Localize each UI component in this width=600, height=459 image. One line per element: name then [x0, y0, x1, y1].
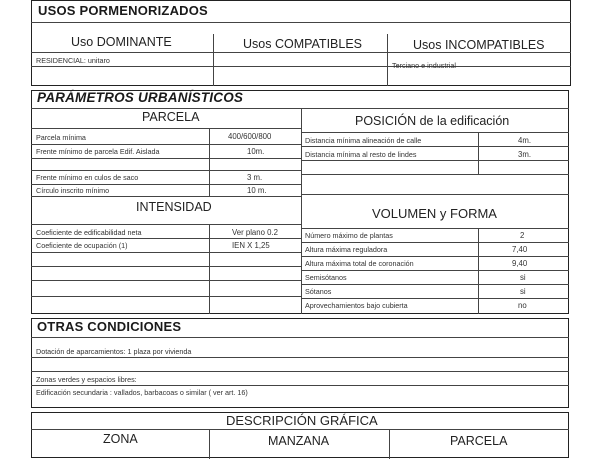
otras-row: Zonas verdes y espacios libres:	[36, 375, 137, 384]
volumen-row-value: si	[520, 287, 526, 296]
volumen-row-value: 9,40	[512, 259, 528, 268]
intensidad-row-label: Coeficiente de edificabilidad neta	[36, 228, 142, 237]
volumen-row-label: Sótanos	[305, 287, 332, 296]
otras-row: Dotación de aparcamientos: 1 plaza por vivienda	[36, 347, 192, 356]
usos-title: USOS PORMENORIZADOS	[38, 3, 208, 18]
volumen-row-label: Aprovechamientos bajo cubierta	[305, 301, 408, 310]
posicion-row-label: Distancia mínima alineación de calle	[305, 136, 422, 145]
volumen-header: VOLUMEN y FORMA	[372, 206, 497, 221]
intensidad-header: INTENSIDAD	[136, 200, 212, 214]
parcela-row-value: 10m.	[247, 147, 265, 156]
volumen-row-value: no	[518, 301, 527, 310]
usos-title-divider	[31, 22, 571, 23]
volumen-row-value: 7,40	[512, 245, 528, 254]
descripcion-zona: ZONA	[103, 432, 138, 446]
volumen-row-label: Semisótanos	[305, 273, 347, 282]
parcela-row-label: Círculo inscrito mínimo	[36, 186, 110, 195]
volumen-row-label: Número máximo de plantas	[305, 231, 393, 240]
intensidad-row-label: Coeficiente de ocupación (1)	[36, 241, 128, 250]
volumen-row-value: si	[520, 273, 526, 282]
descripcion-title: DESCRIPCIÓN GRÁFICA	[226, 413, 378, 428]
usos-incompatibles-value: Terciano e industrial	[392, 61, 456, 70]
otras-title: OTRAS CONDICIONES	[37, 319, 182, 334]
col-uso-dominante: Uso DOMINANTE	[71, 35, 172, 49]
parcela-header: PARCELA	[142, 110, 200, 124]
volumen-row-label: Altura máxima total de coronación	[305, 259, 414, 268]
col-usos-compatibles: Usos COMPATIBLES	[243, 37, 363, 51]
posicion-header: POSICIÓN de la edificación	[355, 114, 510, 128]
descripcion-parcela: PARCELA	[450, 434, 508, 448]
posicion-row-value: 4m.	[518, 136, 531, 145]
parametros-title: PARÁMETROS URBANÍSTICOS	[37, 90, 244, 105]
descripcion-manzana: MANZANA	[268, 434, 330, 448]
intensidad-row-value: IEN X 1,25	[232, 241, 270, 250]
intensidad-row-value: Ver plano 0.2	[232, 228, 278, 237]
posicion-row-value: 3m.	[518, 150, 531, 159]
parcela-row-value: 10 m.	[247, 186, 267, 195]
volumen-row-value: 2	[520, 231, 525, 240]
posicion-row-label: Distancia mínima al resto de lindes	[305, 150, 417, 159]
parcela-row-label: Frente mínimo en culos de saco	[36, 173, 139, 182]
otras-row: Edificación secundaria : vallados, barbacoas o similar ( ver art. 16)	[36, 388, 248, 397]
parcela-row-label: Frente mínimo de parcela Edif. Aislada	[36, 147, 160, 156]
parcela-row-label: Parcela mínima	[36, 133, 86, 142]
parcela-row-value: 400/600/800	[228, 132, 272, 141]
uso-dominante-value: RESIDENCIAL: unitaro	[36, 56, 110, 65]
col-usos-incompatibles: Usos INCOMPATIBLES	[413, 38, 545, 52]
volumen-row-label: Altura máxima reguladora	[305, 245, 388, 254]
parcela-row-value: 3 m.	[247, 173, 263, 182]
